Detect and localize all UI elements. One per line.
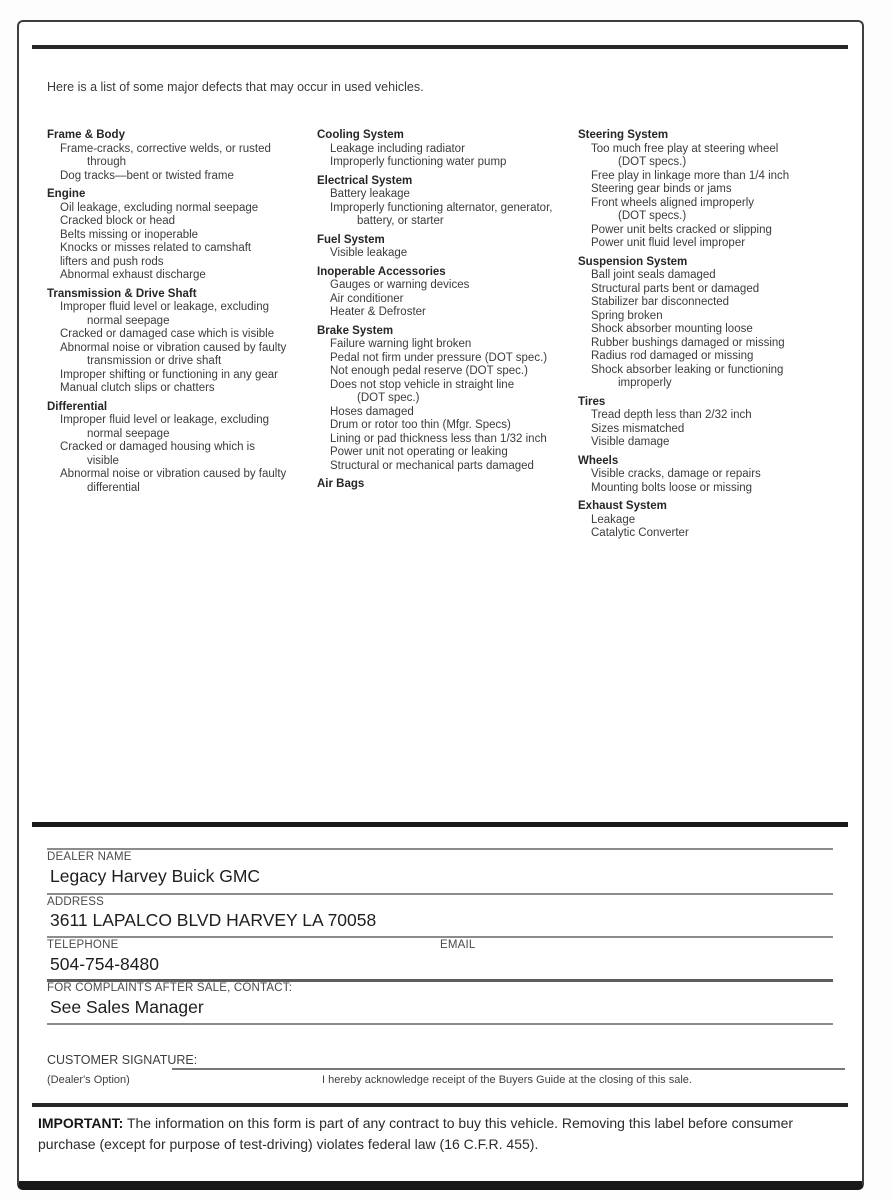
- field-label: DEALER NAME: [47, 851, 132, 863]
- defect-section: [317, 175, 552, 229]
- defect-item-line: transmission or drive shaft: [87, 355, 222, 367]
- defect-item-line: Abnormal noise or vibration caused by faulty: [60, 468, 287, 480]
- field-value: Legacy Harvey Buick GMC: [50, 866, 261, 886]
- defect-item-line: improperly: [618, 377, 672, 389]
- defect-section: [578, 396, 789, 450]
- defect-item-line: Structural parts bent or damaged: [591, 282, 760, 295]
- defect-item-line: visible: [87, 454, 119, 467]
- defect-item-line: Cracked or damaged case which is visible: [60, 328, 275, 340]
- defect-item-line: Abnormal exhaust discharge: [60, 269, 206, 281]
- defect-item-line: Tread depth less than 2/32 inch: [591, 409, 752, 421]
- defect-item-line: Improperly functioning water pump: [330, 156, 507, 168]
- defect-heading: Tires: [578, 395, 606, 408]
- defect-item-line: Power unit belts cracked or slipping: [591, 223, 772, 236]
- acknowledgement-text: I hereby acknowledge receipt of the Buyers Guide at the closing of this sale.: [322, 1074, 692, 1086]
- defect-section: [47, 129, 286, 183]
- dealer-section-rule: [32, 822, 848, 827]
- defect-item-line: Ball joint seals damaged: [591, 269, 716, 281]
- defect-heading: Differential: [47, 400, 108, 413]
- defect-heading: Brake System: [317, 324, 394, 337]
- defect-item-line: Visible cracks, damage or repairs: [591, 468, 761, 480]
- defect-item-line: Knocks or misses related to camshaft: [60, 242, 252, 254]
- defect-item-line: battery, or starter: [357, 215, 444, 227]
- field-label: FOR COMPLAINTS AFTER SALE, CONTACT:: [47, 982, 293, 994]
- important-label: IMPORTANT:: [38, 1115, 124, 1131]
- defect-item-line: Abnormal noise or vibration caused by faulty: [60, 341, 287, 354]
- defect-item-line: differential: [87, 481, 140, 494]
- defect-section: [317, 129, 552, 170]
- defect-item-line: Lining or pad thickness less than 1/32 inch: [330, 432, 547, 445]
- defect-item-line: Not enough pedal reserve (DOT spec.): [330, 365, 528, 377]
- defect-item-line: Too much free play at steering wheel: [591, 142, 779, 155]
- defect-item-line: Hoses damaged: [330, 405, 414, 418]
- defect-heading: Air Bags: [317, 478, 365, 490]
- defect-heading: Suspension System: [578, 255, 688, 268]
- defect-section: [578, 129, 789, 251]
- defect-item-line: Catalytic Converter: [591, 527, 689, 539]
- important-notice: [38, 1113, 852, 1155]
- defect-item-line: Leakage including radiator: [330, 142, 465, 155]
- field-label: TELEPHONE: [47, 939, 119, 951]
- defect-heading: Inoperable Accessories: [317, 265, 446, 278]
- field-divider: [47, 848, 833, 850]
- defect-item-line: Power unit not operating or leaking: [330, 446, 508, 458]
- defect-heading: Wheels: [578, 454, 619, 467]
- defect-item-line: Rubber bushings damaged or missing: [591, 336, 785, 349]
- defect-item-line: Leakage: [591, 513, 636, 526]
- defect-item-line: Sizes mismatched: [591, 422, 685, 435]
- defect-item-line: Improper shifting or functioning in any gear: [60, 368, 278, 381]
- top-rule: [32, 45, 848, 49]
- defect-item-line: Power unit fluid level improper: [591, 237, 746, 249]
- defect-section: [317, 325, 552, 474]
- defect-heading: Steering System: [578, 129, 669, 141]
- defect-item-line: Stabilizer bar disconnected: [591, 296, 730, 308]
- defect-item-line: Heater & Defroster: [330, 306, 426, 318]
- defects-column: [317, 129, 552, 492]
- defect-item-line: Gauges or warning devices: [330, 279, 470, 291]
- defect-item-line: Pedal not firm under pressure (DOT spec.): [330, 351, 548, 364]
- important-text: The information on this form is part of any contract to buy this vehicle. Removing this label before consumer purchase (except for purpose of test-driving) violates federal law (16 C.F.R. 455).: [38, 1115, 794, 1152]
- defect-item-line: Visible damage: [591, 436, 670, 448]
- defect-item-line: Manual clutch slips or chatters: [60, 382, 215, 394]
- intro-text: Here is a list of some major defects that may occur in used vehicles.: [47, 80, 424, 94]
- defect-item-line: Spring broken: [591, 309, 663, 322]
- defect-item-line: through: [87, 156, 127, 168]
- defect-heading: Exhaust System: [578, 500, 667, 512]
- defect-section: [578, 256, 789, 391]
- defect-heading: Engine: [47, 188, 86, 200]
- field-divider: [47, 936, 833, 938]
- defect-item-line: Mounting bolts loose or missing: [591, 481, 753, 494]
- defect-item-line: (DOT specs.): [618, 156, 687, 168]
- field-value: See Sales Manager: [50, 997, 204, 1017]
- defect-item-line: Dog tracks—bent or twisted frame: [60, 169, 234, 182]
- defect-item-line: Cracked block or head: [60, 215, 176, 227]
- footer-rule: [32, 1103, 848, 1107]
- customer-signature-line: [172, 1052, 845, 1070]
- field-value: 504-754-8480: [50, 954, 159, 974]
- defect-item-line: Shock absorber leaking or functioning: [591, 363, 784, 376]
- defect-heading: Cooling System: [317, 129, 404, 141]
- defect-item-line: Belts missing or inoperable: [60, 228, 199, 241]
- defect-section: [317, 234, 552, 261]
- defect-item-line: Drum or rotor too thin (Mfgr. Specs): [330, 419, 511, 431]
- defect-section: [47, 188, 286, 283]
- defects-column: [578, 129, 789, 541]
- defect-heading: Fuel System: [317, 233, 385, 246]
- defect-item-line: Visible leakage: [330, 247, 408, 259]
- defect-section: [578, 455, 789, 496]
- defect-item-line: Improperly functioning alternator, generator,: [330, 201, 553, 214]
- defect-item-line: Frame-cracks, corrective welds, or rusted: [60, 142, 271, 155]
- defect-item-line: lifters and push rods: [60, 255, 164, 268]
- defect-item-line: Improper fluid level or leakage, excluding: [60, 301, 270, 313]
- defect-section: [578, 500, 789, 541]
- defect-section: [317, 266, 552, 320]
- defect-section: [47, 288, 286, 396]
- defect-item-line: Structural or mechanical parts damaged: [330, 459, 534, 472]
- defect-item-line: Battery leakage: [330, 188, 410, 200]
- defect-section: [317, 478, 552, 492]
- defect-item-line: Improper fluid level or leakage, excluding: [60, 414, 270, 426]
- defect-item-line: Front wheels aligned improperly: [591, 196, 754, 209]
- defect-item-line: Steering gear binds or jams: [591, 183, 732, 195]
- defect-item-line: Radius rod damaged or missing: [591, 350, 754, 362]
- defect-item-line: normal seepage: [87, 427, 170, 440]
- defect-item-line: Does not stop vehicle in straight line: [330, 378, 515, 391]
- field-label: EMAIL: [440, 939, 476, 951]
- field-divider: [47, 1023, 833, 1025]
- dealer-option-note: (Dealer's Option): [47, 1074, 130, 1086]
- defect-item-line: (DOT specs.): [618, 210, 687, 222]
- defect-section: [47, 401, 286, 496]
- defect-item-line: Shock absorber mounting loose: [591, 323, 753, 335]
- defect-item-line: Free play in linkage more than 1/4 inch: [591, 169, 790, 182]
- defects-column: [47, 129, 286, 495]
- field-label: ADDRESS: [47, 896, 104, 908]
- defect-item-line: Cracked or damaged housing which is: [60, 441, 255, 453]
- defect-item-line: Air conditioner: [330, 292, 404, 305]
- field-divider: [47, 893, 833, 895]
- defect-item-line: Failure warning light broken: [330, 338, 472, 350]
- defect-heading: Frame & Body: [47, 129, 125, 141]
- defect-item-line: Oil leakage, excluding normal seepage: [60, 201, 259, 214]
- field-value: 3611 LAPALCO BLVD HARVEY LA 70058: [50, 910, 377, 930]
- defect-heading: Electrical System: [317, 174, 413, 187]
- customer-signature-label: CUSTOMER SIGNATURE:: [47, 1053, 198, 1067]
- defect-item-line: normal seepage: [87, 314, 170, 327]
- defect-heading: Transmission & Drive Shaft: [47, 287, 197, 300]
- defect-item-line: (DOT spec.): [357, 392, 420, 404]
